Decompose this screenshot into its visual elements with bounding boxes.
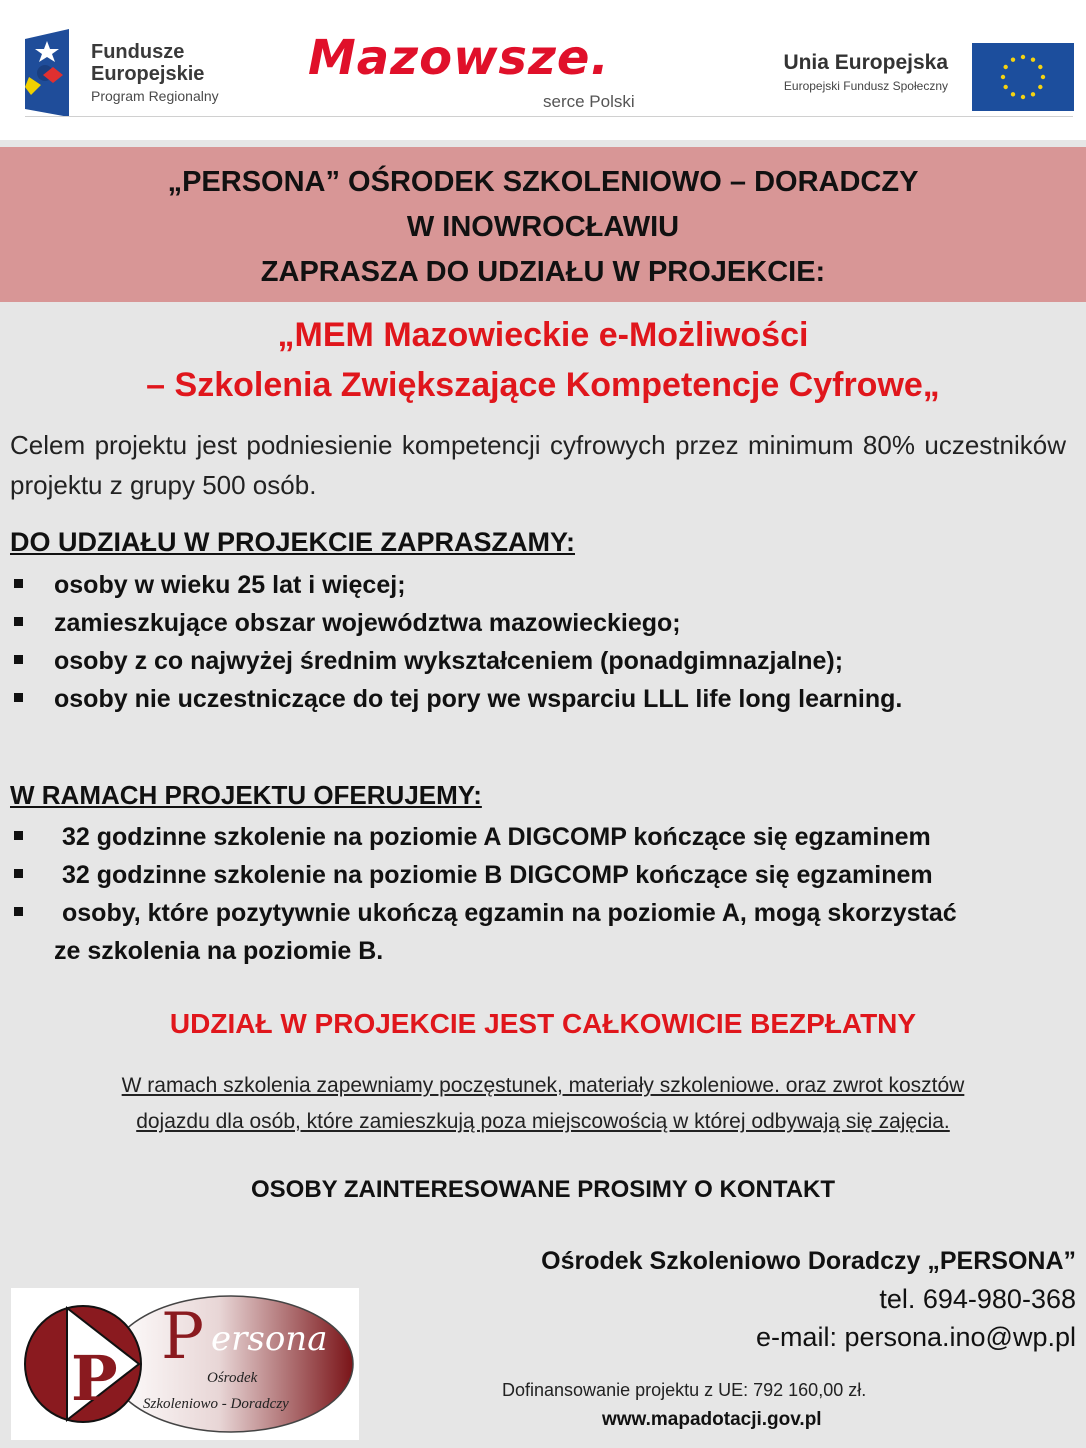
eu-text bbox=[783, 50, 948, 96]
fundusze-text bbox=[91, 41, 219, 107]
header-line2: W INOWROCŁAWIU bbox=[406, 211, 680, 243]
persona-sub2: Szkoleniowo - Doradczy bbox=[143, 1396, 289, 1412]
contact-name: Ośrodek Szkoleniowo Doradczy „PERSONA” bbox=[541, 1247, 1076, 1275]
funding-info: Dofinansowanie projektu z UE: 792 160,00 zł. bbox=[502, 1380, 867, 1400]
eu-line1: Unia Europejska bbox=[783, 51, 948, 74]
list-item-continuation: ze szkolenia na poziomie B. bbox=[54, 937, 384, 965]
invite-list bbox=[10, 566, 1070, 718]
bullet-square-icon bbox=[14, 907, 23, 916]
benefits-note-line1: W ramach szkolenia zapewniamy poczęstunek, materiały szkoleniowe. oraz zwrot kosztów bbox=[121, 1074, 965, 1097]
website-link[interactable]: www.mapadotacji.gov.pl bbox=[602, 1409, 822, 1430]
persona-logo bbox=[11, 1288, 359, 1440]
invite-heading: DO UDZIAŁU W PROJEKCIE ZAPRASZAMY: bbox=[10, 527, 575, 557]
eu-star-icon bbox=[1031, 57, 1035, 61]
list-item-text: 32 godzinne szkolenie na poziomie B DIGCOMP kończące się egzaminem bbox=[62, 861, 933, 889]
project-title bbox=[0, 310, 1086, 410]
contact-email[interactable]: e-mail: persona.ino@wp.pl bbox=[755, 1322, 1076, 1352]
fundusze-line1: Fundusze bbox=[91, 41, 185, 63]
list-item-text: zamieszkujące obszar województwa mazowieckiego; bbox=[54, 609, 681, 637]
eu-star-icon bbox=[1038, 85, 1042, 89]
mazowsze-wordmark: Mazowsze. bbox=[308, 30, 610, 86]
contact-block bbox=[541, 1242, 1076, 1356]
eu-star-icon bbox=[1041, 75, 1045, 79]
benefits-note bbox=[20, 1068, 1066, 1140]
benefits-note-line2: dojazdu dla osób, które zamieszkują poza miejscowością w której odbywają się zajęcia. bbox=[136, 1110, 950, 1133]
persona-brand: ersona bbox=[211, 1319, 328, 1359]
eu-star-icon bbox=[1011, 57, 1015, 61]
logo-divider bbox=[25, 116, 1073, 117]
fundusze-line2: Europejskie bbox=[91, 63, 205, 85]
eu-flag-icon bbox=[972, 43, 1074, 111]
list-item bbox=[10, 818, 1070, 856]
list-item-text: osoby, które pozytywnie ukończą egzamin na poziomie A, mogą skorzystać bbox=[62, 899, 957, 927]
eu-star-icon bbox=[1003, 65, 1007, 69]
list-item bbox=[10, 604, 1070, 642]
free-participation-notice: UDZIAŁ W PROJEKCIE JEST CAŁKOWICIE BEZPŁATNY bbox=[169, 1008, 917, 1039]
eu-star-icon bbox=[1011, 92, 1015, 96]
bullet-square-icon bbox=[14, 579, 23, 588]
eu-star-icon bbox=[1031, 92, 1035, 96]
intro-paragraph: Celem projektu jest podniesienie kompetencji cyfrowych przez minimum 80% uczestników projektu z grupy 500 osób. bbox=[10, 430, 1066, 500]
persona-sub1: Ośrodek bbox=[207, 1370, 258, 1386]
eu-logo bbox=[728, 40, 1074, 112]
header-line1: „PERSONA” OŚRODEK SZKOLENIOWO – DORADCZY bbox=[167, 166, 919, 198]
list-item bbox=[10, 566, 1070, 604]
fundusze-line3: Program Regionalny bbox=[91, 88, 219, 104]
bullet-square-icon bbox=[14, 617, 23, 626]
project-title-line1: „MEM Mazowieckie e-Możliwości bbox=[277, 316, 809, 354]
offer-list bbox=[10, 818, 1070, 970]
header-line3: ZAPRASZA DO UDZIAŁU W PROJEKCIE: bbox=[260, 256, 826, 288]
project-title-line2: – Szkolenia Zwiększające Kompetencje Cyfrowe„ bbox=[146, 366, 940, 404]
eu-star-icon bbox=[1038, 65, 1042, 69]
logo-bar bbox=[0, 0, 1086, 140]
mazowsze-tagline: serce Polski bbox=[543, 92, 635, 111]
offer-heading: W RAMACH PROJEKTU OFERUJEMY: bbox=[10, 780, 482, 810]
persona-big-p: P bbox=[161, 1300, 205, 1374]
eu-line2: Europejski Fundusz Społeczny bbox=[783, 79, 948, 93]
bullet-square-icon bbox=[14, 869, 23, 878]
mazowsze-logo bbox=[300, 30, 670, 116]
eu-star-icon bbox=[1001, 75, 1005, 79]
list-item-text: osoby w wieku 25 lat i więcej; bbox=[54, 571, 406, 599]
bullet-square-icon bbox=[14, 831, 23, 840]
bullet-square-icon bbox=[14, 655, 23, 664]
list-item bbox=[10, 856, 1070, 894]
header-band bbox=[0, 147, 1086, 302]
fundusze-europejskie-logo bbox=[25, 29, 255, 117]
eu-star-icon bbox=[1021, 55, 1025, 59]
list-item bbox=[10, 894, 1070, 970]
persona-initial-p: P bbox=[71, 1342, 118, 1415]
list-item bbox=[10, 642, 1070, 680]
list-item bbox=[10, 680, 1070, 718]
contact-phone[interactable]: tel. 694-980-368 bbox=[879, 1284, 1076, 1314]
list-item-text: osoby z co najwyżej średnim wykształceniem (ponadgimnazjalne); bbox=[54, 647, 844, 675]
eu-star-icon bbox=[1021, 95, 1025, 99]
contact-call-heading: OSOBY ZAINTERESOWANE PROSIMY O KONTAKT bbox=[250, 1176, 836, 1203]
fundusze-flag-icon bbox=[25, 29, 69, 117]
list-item-text: osoby nie uczestniczące do tej pory we wsparciu LLL life long learning. bbox=[54, 685, 903, 713]
list-item-text: 32 godzinne szkolenie na poziomie A DIGCOMP kończące się egzaminem bbox=[62, 823, 931, 851]
bullet-square-icon bbox=[14, 693, 23, 702]
eu-star-icon bbox=[1003, 85, 1007, 89]
